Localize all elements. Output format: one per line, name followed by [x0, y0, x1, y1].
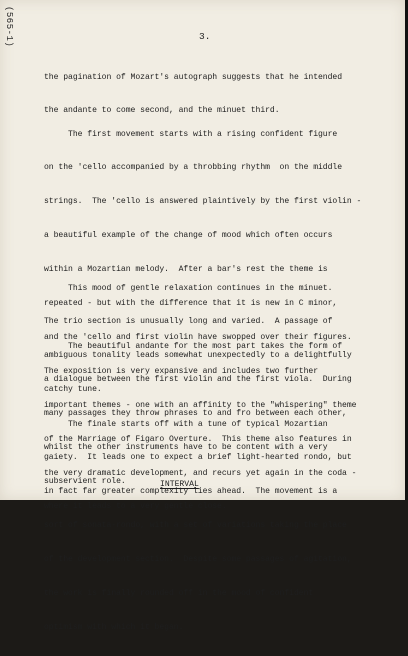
- text-line: This mood of gentle relaxation continues in the minuet.: [44, 283, 333, 293]
- text-line: of the Marriage of Figaro Overture. This theme also features in: [44, 434, 352, 444]
- text-line: repeated - but with the difference that it is new in C minor,: [44, 299, 338, 309]
- text-line: a dialogue between the first violin and the first viola. During: [44, 375, 352, 385]
- page-number: 3.: [199, 31, 211, 42]
- text-line: strings. The 'cello is answered plaintively by the first violin -: [44, 197, 362, 207]
- text-line: important themes - one with an affinity to the "whispering" theme: [44, 400, 357, 410]
- text-line: The trio section is unusually long and varied. A passage of: [44, 317, 333, 327]
- text-line: The first movement starts with a rising confident figure: [44, 129, 338, 139]
- text-line: whilst the other instruments have to be content with a very: [44, 443, 328, 453]
- text-line: the pagination of Mozart's autograph suggests that he intended: [44, 72, 343, 82]
- text-line: The finale starts off with a tune of typical Mozartian: [44, 419, 328, 429]
- text-line: many passages they throw phrases to and fro between each other,: [44, 409, 347, 419]
- text-line: subservient role.: [44, 477, 126, 487]
- text-line: of the development section. Despite some passages of agitation,: [44, 555, 352, 565]
- text-line: gaiety. It leads one to expect a brief light-hearted rondo, but: [44, 453, 352, 463]
- text-line: on the 'cello accompanied by a throbbing rhythm on the middle: [44, 163, 343, 173]
- margin-note: (565-1): [4, 6, 14, 48]
- text-line: the andante to come second, and the minuet third.: [44, 106, 280, 116]
- text-line: ambiguous tonality leads somewhat unexpectedly to a delightfully: [44, 351, 352, 361]
- text-line: in fact far greater complexity lies ahead. The movement is a: [44, 487, 338, 497]
- text-line: The exposition is very expansive and includes two further: [44, 366, 319, 376]
- text-line: where it leads to a very gentle close.: [44, 502, 227, 512]
- text-line: a beautiful example of the change of mood which often occurs: [44, 231, 333, 241]
- text-line: catchy tune.: [44, 385, 102, 395]
- paragraph-finale: [44, 396, 396, 656]
- text-line: sort of sonata-rondo, with a set of variations taking the place: [44, 521, 347, 531]
- text-line: the very dramatic development, and recurs yet again in the coda -: [44, 468, 357, 478]
- text-line: the work is finally rounded off in the mood of confident: [44, 589, 314, 599]
- text-line: optimism with which it began.: [44, 622, 184, 632]
- text-line: The beautiful andante for the most part takes the form of: [44, 341, 343, 351]
- text-line: within a Mozartian melody. After a bar's rest the theme is: [44, 265, 328, 275]
- interval-heading: INTERVAL: [160, 480, 199, 489]
- text-line: and the 'cello and first violin have swopped over their figures.: [44, 332, 352, 342]
